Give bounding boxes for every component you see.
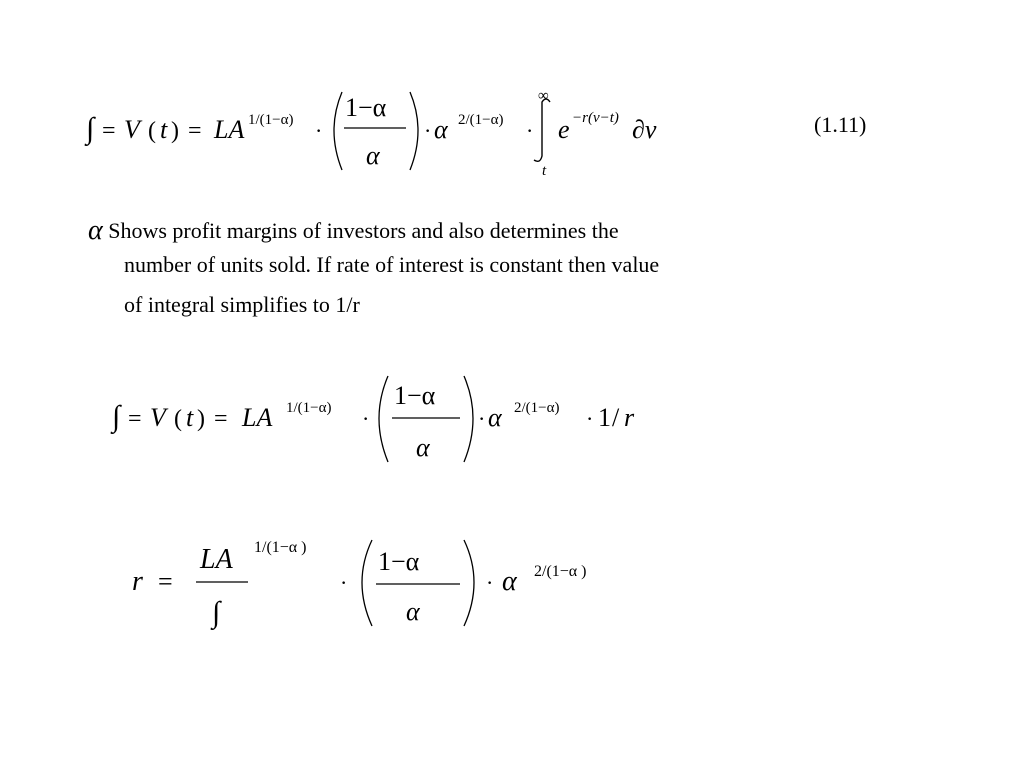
integral-lower-limit: t bbox=[542, 163, 547, 179]
integral-sign-large bbox=[534, 99, 550, 161]
alpha-symbol: α bbox=[88, 215, 103, 246]
integral-denominator: ∫ bbox=[212, 596, 221, 629]
fraction-numerator: 1−α bbox=[345, 93, 387, 122]
multiply-dot: · bbox=[424, 118, 432, 143]
exponent-2: 2/(1−α ) bbox=[534, 563, 587, 580]
equals-sign: = bbox=[102, 118, 116, 144]
exponent-1: 1/(1−α ) bbox=[254, 539, 307, 556]
equals-sign: = bbox=[214, 406, 228, 432]
multiply-dot: · bbox=[478, 406, 486, 431]
paragraph-text-1: Shows profit margins of investors and also determines the bbox=[102, 218, 619, 243]
multiply-dot: · bbox=[315, 118, 323, 143]
value-function-v: V bbox=[150, 403, 166, 432]
slash: / bbox=[612, 403, 620, 432]
fraction2-denominator: α bbox=[406, 597, 420, 626]
equation-number: (1.11) bbox=[814, 112, 867, 137]
differential-dv: ∂v bbox=[632, 115, 657, 144]
rate-r: r bbox=[624, 403, 635, 432]
time-variable: t bbox=[186, 403, 194, 432]
multiply-dot: · bbox=[362, 406, 370, 431]
paragraph-line-2: number of units sold. If rate of interest is constant then value bbox=[124, 252, 660, 277]
multiply-dot: · bbox=[586, 406, 594, 431]
explanation-paragraph bbox=[88, 213, 848, 323]
equals-sign: = bbox=[188, 118, 202, 144]
exponent-1: 1/(1−α) bbox=[286, 400, 332, 416]
exponent-2: 2/(1−α) bbox=[458, 112, 504, 128]
paren-close: ) bbox=[171, 118, 179, 144]
exponent-2: 2/(1−α) bbox=[514, 400, 560, 416]
alpha-symbol: α bbox=[502, 566, 517, 597]
rate-r: r bbox=[132, 566, 143, 597]
multiply-dot: · bbox=[526, 118, 534, 143]
paren-open: ( bbox=[174, 406, 182, 432]
equation-3 bbox=[124, 528, 644, 638]
alpha-symbol: α bbox=[488, 403, 502, 432]
multiply-dot: · bbox=[486, 570, 494, 595]
fraction-numerator: 1−α bbox=[394, 381, 436, 410]
fraction-numerator: LA bbox=[200, 544, 233, 575]
one: 1 bbox=[598, 403, 611, 432]
fraction-denominator: α bbox=[416, 433, 430, 462]
fraction-denominator: α bbox=[366, 141, 380, 170]
equals-sign: = bbox=[128, 406, 142, 432]
left-paren-large bbox=[362, 540, 372, 626]
right-paren-large bbox=[464, 540, 474, 626]
exponent-1: 1/(1−α) bbox=[248, 112, 294, 128]
paren-close: ) bbox=[197, 406, 205, 432]
la-term: LA bbox=[242, 403, 273, 432]
exponent-3: −r(v−t) bbox=[572, 110, 619, 126]
equation-2 bbox=[104, 368, 664, 478]
time-variable: t bbox=[160, 115, 168, 144]
equation-1 bbox=[80, 80, 720, 190]
value-function-v: V bbox=[124, 115, 140, 144]
integral-upper-limit: ∞ bbox=[538, 88, 549, 104]
multiply-dot: · bbox=[340, 570, 348, 595]
equals-sign: = bbox=[158, 567, 173, 596]
alpha-symbol: α bbox=[434, 115, 448, 144]
left-paren-large bbox=[379, 376, 388, 462]
integral-symbol: ∫ bbox=[112, 400, 121, 433]
paragraph-line-1 bbox=[88, 213, 848, 249]
la-term: LA bbox=[214, 115, 245, 144]
integral-symbol: ∫ bbox=[86, 112, 95, 145]
exponential-e: e bbox=[558, 115, 570, 144]
paren-open: ( bbox=[148, 118, 156, 144]
paragraph-line-3: of integral simplifies to 1/r bbox=[124, 292, 360, 317]
fraction2-numerator: 1−α bbox=[378, 547, 420, 576]
right-paren-large bbox=[410, 92, 418, 170]
left-paren-large bbox=[334, 92, 342, 170]
right-paren-large bbox=[464, 376, 473, 462]
